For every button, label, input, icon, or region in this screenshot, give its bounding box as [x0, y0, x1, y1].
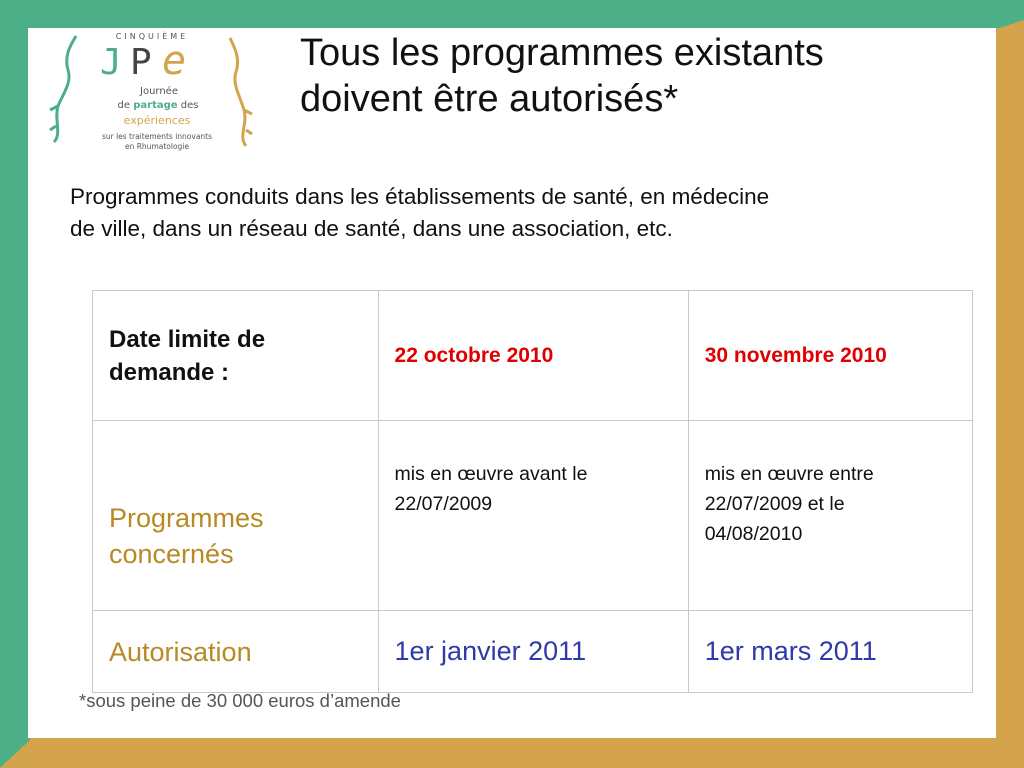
slide-subtitle	[70, 181, 970, 245]
table-cell: 1er mars 2011	[688, 611, 972, 693]
logo-acronym-p: P	[130, 42, 152, 83]
label-line: concernés	[109, 538, 234, 569]
table-row	[93, 291, 973, 421]
cell-line: 22/07/2009 et le	[704, 493, 845, 515]
logo-acronym-e: e	[162, 38, 187, 84]
logo-line1: Journée	[140, 86, 178, 97]
logo-line3: expériences	[123, 114, 191, 127]
table-cell	[688, 421, 972, 611]
table-row-label: Autorisation	[93, 611, 379, 693]
logo-line5: en Rhumatologie	[124, 142, 190, 151]
title-line-2: doivent être autorisés*	[300, 78, 679, 120]
table-cell: 30 novembre 2010	[688, 291, 972, 421]
label-line: Date limite de	[109, 325, 266, 353]
table-row-label	[93, 421, 379, 611]
subtitle-line-2: de ville, dans un réseau de santé, dans une association, etc.	[70, 216, 673, 241]
logo-line2: de partage des	[117, 100, 199, 111]
title-line-1: Tous les programmes existants	[300, 32, 824, 74]
deadline-table	[92, 290, 973, 693]
cell-line: mis en œuvre entre	[704, 463, 874, 485]
cell-line: mis en œuvre avant le	[394, 463, 588, 485]
table-cell: 1er janvier 2011	[378, 611, 688, 693]
label-line: demande :	[109, 358, 230, 386]
table-cell	[378, 421, 688, 611]
cell-line: 04/08/2010	[704, 523, 803, 545]
label-line: Programmes	[109, 502, 264, 533]
logo-top-text: CINQUIÈME	[115, 32, 189, 41]
logo-acronym-j: J	[100, 42, 122, 83]
cell-line: 22/07/2009	[394, 493, 493, 515]
table-row-label	[93, 291, 379, 421]
footnote: *sous peine de 30 000 euros d’amende	[79, 690, 401, 711]
jpe-logo	[48, 30, 258, 160]
subtitle-line-1: Programmes conduits dans les établissements de santé, en médecine	[70, 184, 770, 209]
logo-line4: sur les traitements innovants	[101, 132, 213, 141]
table-cell: 22 octobre 2010	[378, 291, 688, 421]
table-row	[93, 611, 973, 693]
slide-title	[300, 30, 980, 122]
table-row	[93, 421, 973, 611]
